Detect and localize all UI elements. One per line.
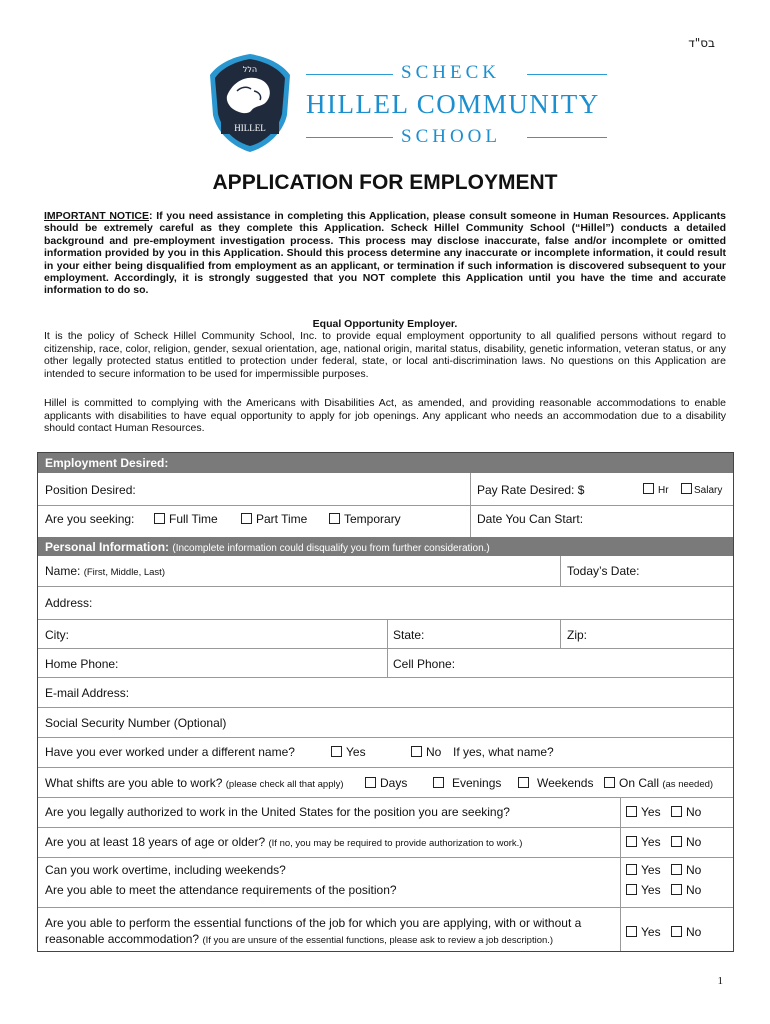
shifts-question-text: What shifts are you able to work?	[45, 776, 223, 790]
age-question	[45, 835, 522, 849]
notice-lead: IMPORTANT NOTICE	[44, 210, 150, 222]
attendance-yes-checkbox[interactable]	[626, 883, 661, 897]
divider	[38, 677, 733, 678]
personal-header-text: Personal Information:	[45, 540, 170, 554]
divider	[38, 907, 733, 908]
position-desired-label[interactable]: Position Desired:	[45, 483, 136, 497]
checkbox-box[interactable]	[626, 884, 637, 895]
on-call-checkbox[interactable]	[604, 776, 713, 790]
checkbox-box[interactable]	[626, 806, 637, 817]
city-label[interactable]: City:	[45, 628, 69, 642]
no-label: No	[686, 805, 702, 819]
weekends-checkbox[interactable]	[518, 776, 593, 790]
hr-checkbox[interactable]	[643, 483, 669, 496]
checkbox-box[interactable]	[154, 513, 165, 524]
divider	[38, 797, 733, 798]
days-checkbox[interactable]	[365, 776, 407, 790]
part-time-label: Part Time	[256, 512, 308, 526]
employment-header-text: Employment Desired:	[45, 456, 169, 470]
checkbox-box[interactable]	[433, 777, 444, 788]
name-label[interactable]	[45, 564, 165, 578]
essential-note: (If you are unsure of the essential functions, please ask to review a job description.)	[202, 935, 554, 946]
essential-yes-checkbox[interactable]	[626, 925, 661, 939]
cell-phone-label[interactable]: Cell Phone:	[393, 657, 456, 671]
no-label: No	[686, 863, 702, 877]
start-date-label[interactable]: Date You Can Start:	[477, 512, 584, 526]
divider	[38, 648, 733, 649]
application-form	[37, 452, 734, 952]
eoe-paragraph-2: Hillel is committed to complying with the Americans with Disabilities Act, as amended, and providing reasonable accommodations to enable applicants with disabilities to have equal opportunity to apply for job openings. Any applicant who needs an accommodation due to a disability should contact Human Resources.	[44, 397, 726, 435]
days-label: Days	[380, 776, 408, 790]
attendance-no-checkbox[interactable]	[671, 883, 701, 897]
name-label-text: Name:	[45, 564, 81, 578]
logo-rule	[527, 137, 607, 138]
personal-header-note: (Incomplete information could disqualify you from further consideration.)	[172, 543, 490, 554]
divider	[38, 767, 733, 768]
eoe-paragraph-1: It is the policy of Scheck Hillel Community School, Inc. to provide equal employment opportunity to all qualified persons without regard to citizenship, race, color, religion, gender, sexual orientation, age, national origin, marital status, disability, genetic information, veteran status, or any other legally protected status entitled to protection under federal, state, or local anti-discrimination laws. No questions on this Application are intended to secure information to be used for impermissible purposes.	[44, 330, 726, 380]
notice-body: : If you need assistance in completing this Application, please consult someone in Human Resources. Applicants should be extremely careful as they complete this Application. Scheck Hillel Community School (“Hillel”) conducts a detailed background and pre-employment investigation process. This process may disclose inaccurate, false and/or incomplete or omitted information provided by you in this Application. Should this process determine any inaccurate or incomplete information, it could result in your either being disqualified from employment as an applicant, or termination if such information is discovered subsequent to your employment. Accordingly, it is strongly suggested that you NOT complete this Application until you have the time and accurate information to do so.	[44, 210, 726, 297]
yes-label: Yes	[641, 925, 661, 939]
yes-label: Yes	[641, 883, 661, 897]
essential-functions-question-line-2	[45, 932, 553, 946]
page-title: APPLICATION FOR EMPLOYMENT	[212, 171, 558, 194]
home-phone-label[interactable]: Home Phone:	[45, 657, 119, 671]
email-label[interactable]: E-mail Address:	[45, 686, 130, 700]
zip-label[interactable]: Zip:	[567, 628, 588, 642]
weekends-label: Weekends	[537, 776, 594, 790]
checkbox-box[interactable]	[626, 864, 637, 875]
divider	[38, 857, 733, 858]
checkbox-box[interactable]	[671, 806, 682, 817]
divider	[38, 707, 733, 708]
as-needed-note: (as needed)	[662, 779, 714, 790]
temporary-checkbox[interactable]	[329, 512, 401, 526]
essential-functions-question-line-1: Are you able to perform the essential functions of the job for which you are applying, with or without a	[45, 916, 582, 930]
logo-line-1: SCHECK	[401, 62, 500, 83]
eoe-heading: Equal Opportunity Employer.	[312, 318, 458, 330]
important-notice	[44, 210, 726, 297]
shifts-question	[45, 776, 344, 790]
divider	[560, 556, 561, 586]
address-label[interactable]: Address:	[45, 596, 93, 610]
yes-label: Yes	[641, 863, 661, 877]
authorized-question: Are you legally authorized to work in the United States for the position you are seeking?	[45, 805, 510, 819]
temporary-label: Temporary	[344, 512, 401, 526]
logo-rule	[306, 74, 393, 75]
salary-checkbox[interactable]	[681, 483, 722, 496]
full-time-label: Full Time	[169, 512, 218, 526]
employment-section-header	[38, 453, 733, 473]
divider	[38, 619, 733, 620]
logo-line-2: HILLEL COMMUNITY	[306, 89, 600, 119]
no-label: No	[686, 835, 702, 849]
svg-text:הלל: הלל	[242, 65, 258, 74]
age-note: (If no, you may be required to provide authorization to work.)	[268, 838, 523, 849]
page-number: 1	[717, 975, 723, 987]
essential-no-checkbox[interactable]	[671, 925, 701, 939]
shifts-note: (please check all that apply)	[225, 779, 344, 790]
age-yes-checkbox[interactable]	[626, 835, 661, 849]
pay-rate-label[interactable]: Pay Rate Desired: $	[477, 483, 585, 497]
divider	[38, 827, 733, 828]
checkbox-box[interactable]	[329, 513, 340, 524]
overtime-question: Can you work overtime, including weekends?	[45, 863, 286, 877]
ssn-label[interactable]: Social Security Number (Optional)	[45, 716, 227, 730]
essential-q2-text: reasonable accommodation?	[45, 932, 200, 946]
school-seal-logo	[207, 51, 293, 155]
divider	[38, 586, 733, 587]
checkbox-box[interactable]	[365, 777, 376, 788]
yes-label: Yes	[346, 745, 366, 759]
evenings-checkbox[interactable]	[433, 776, 501, 790]
checkbox-box[interactable]	[626, 836, 637, 847]
attendance-question: Are you able to meet the attendance requirements of the position?	[45, 883, 397, 897]
full-time-checkbox[interactable]	[154, 512, 218, 526]
authorized-no-checkbox[interactable]	[671, 805, 701, 819]
seal-label: HILLEL	[234, 123, 266, 133]
no-label: No	[426, 745, 442, 759]
different-name-no-checkbox[interactable]	[411, 745, 441, 759]
checkbox-box[interactable]	[671, 926, 682, 937]
yes-label: Yes	[641, 805, 661, 819]
different-name-yes-checkbox[interactable]	[331, 745, 366, 759]
checkbox-box[interactable]	[241, 513, 252, 524]
hr-label: Hr	[658, 485, 669, 496]
authorized-yes-checkbox[interactable]	[626, 805, 661, 819]
state-label[interactable]: State:	[393, 628, 425, 642]
checkbox-box[interactable]	[626, 926, 637, 937]
divider	[38, 505, 733, 506]
todays-date-label[interactable]: Today’s Date:	[567, 564, 640, 578]
seeking-label: Are you seeking:	[45, 512, 135, 526]
hebrew-header: בס"ד	[688, 36, 715, 50]
yes-label: Yes	[641, 835, 661, 849]
checkbox-box[interactable]	[604, 777, 615, 788]
checkbox-box[interactable]	[681, 483, 692, 494]
logo-rule	[306, 137, 393, 138]
part-time-checkbox[interactable]	[241, 512, 307, 526]
age-no-checkbox[interactable]	[671, 835, 701, 849]
overtime-no-checkbox[interactable]	[671, 863, 701, 877]
overtime-yes-checkbox[interactable]	[626, 863, 661, 877]
checkbox-box[interactable]	[671, 864, 682, 875]
checkbox-box[interactable]	[671, 884, 682, 895]
on-call-label: On Call	[619, 776, 660, 790]
age-question-text: Are you at least 18 years of age or older?	[45, 835, 266, 849]
no-label: No	[686, 883, 702, 897]
divider	[560, 619, 561, 648]
eoe-heading-text: Equal Opportunity Employer	[312, 318, 455, 330]
divider	[38, 737, 733, 738]
checkbox-box[interactable]	[643, 483, 654, 494]
different-name-question: Have you ever worked under a different name?	[45, 745, 295, 759]
logo-line-3: SCHOOL	[401, 126, 502, 147]
checkbox-box[interactable]	[518, 777, 529, 788]
evenings-label: Evenings	[452, 776, 502, 790]
checkbox-box[interactable]	[411, 746, 422, 757]
if-yes-name-label[interactable]: If yes, what name?	[453, 745, 554, 759]
personal-section-header	[38, 537, 733, 556]
salary-label: Salary	[694, 485, 723, 496]
divider	[620, 797, 621, 951]
checkbox-box[interactable]	[331, 746, 342, 757]
logo-rule	[527, 74, 607, 75]
name-note: (First, Middle, Last)	[83, 567, 165, 578]
no-label: No	[686, 925, 702, 939]
checkbox-box[interactable]	[671, 836, 682, 847]
